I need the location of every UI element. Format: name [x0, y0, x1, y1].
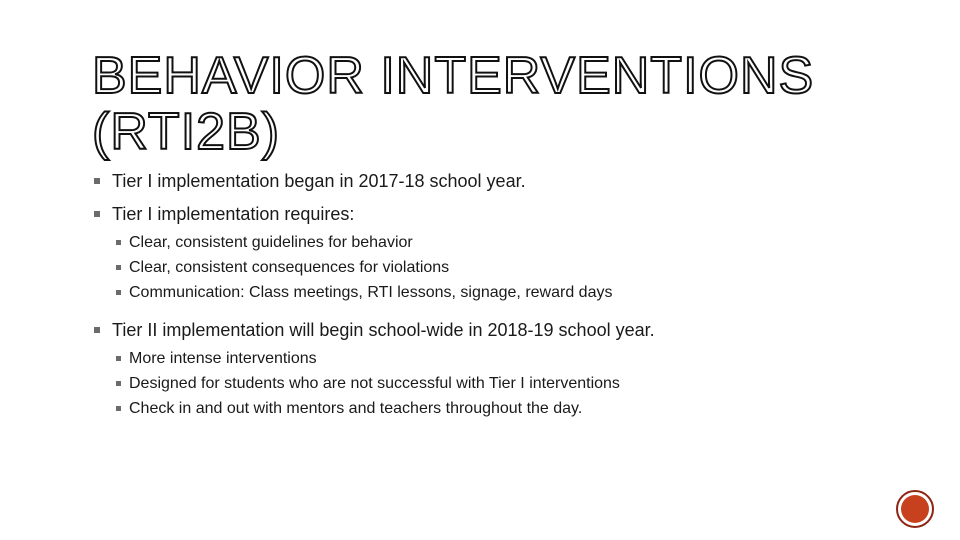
sub-bullet-text: Communication: Class meetings, RTI lessons, signage, reward days — [129, 284, 613, 301]
bullet-item — [110, 170, 910, 192]
bullet-item — [110, 203, 910, 305]
sub-bullet-item — [112, 230, 910, 255]
square-bullet-icon — [94, 211, 100, 217]
slide-title: BEHAVIOR INTERVENTIONS (RTI2B) — [92, 47, 815, 161]
square-bullet-icon — [116, 290, 121, 295]
bullet-item — [110, 319, 910, 421]
sub-bullet-text: More intense interventions — [129, 350, 317, 367]
square-bullet-icon — [116, 265, 121, 270]
bullet-list — [110, 170, 910, 421]
square-bullet-icon — [94, 178, 100, 184]
sub-bullet-item — [112, 371, 910, 396]
bullet-text: Tier I implementation began in 2017-18 school year. — [112, 171, 526, 191]
square-bullet-icon — [116, 406, 121, 411]
sub-bullet-list — [112, 346, 910, 421]
bullet-text: Tier I implementation requires: — [112, 204, 355, 224]
sub-bullet-text: Check in and out with mentors and teachers throughout the day. — [129, 400, 583, 417]
corner-circle-badge-fill — [901, 495, 929, 523]
square-bullet-icon — [94, 327, 100, 333]
sub-bullet-item — [112, 255, 910, 280]
square-bullet-icon — [116, 381, 121, 386]
sub-bullet-item — [112, 346, 910, 371]
sub-bullet-text: Clear, consistent consequences for violations — [129, 259, 450, 276]
sub-bullet-text: Designed for students who are not successful with Tier I interventions — [129, 375, 620, 392]
square-bullet-icon — [116, 356, 121, 361]
square-bullet-icon — [116, 240, 121, 245]
sub-bullet-text: Clear, consistent guidelines for behavior — [129, 234, 413, 251]
sub-bullet-item — [112, 280, 910, 305]
sub-bullet-item — [112, 396, 910, 421]
corner-circle-badge — [896, 490, 934, 528]
bullet-text: Tier II implementation will begin school-wide in 2018-19 school year. — [112, 320, 655, 340]
sub-bullet-list — [112, 230, 910, 305]
